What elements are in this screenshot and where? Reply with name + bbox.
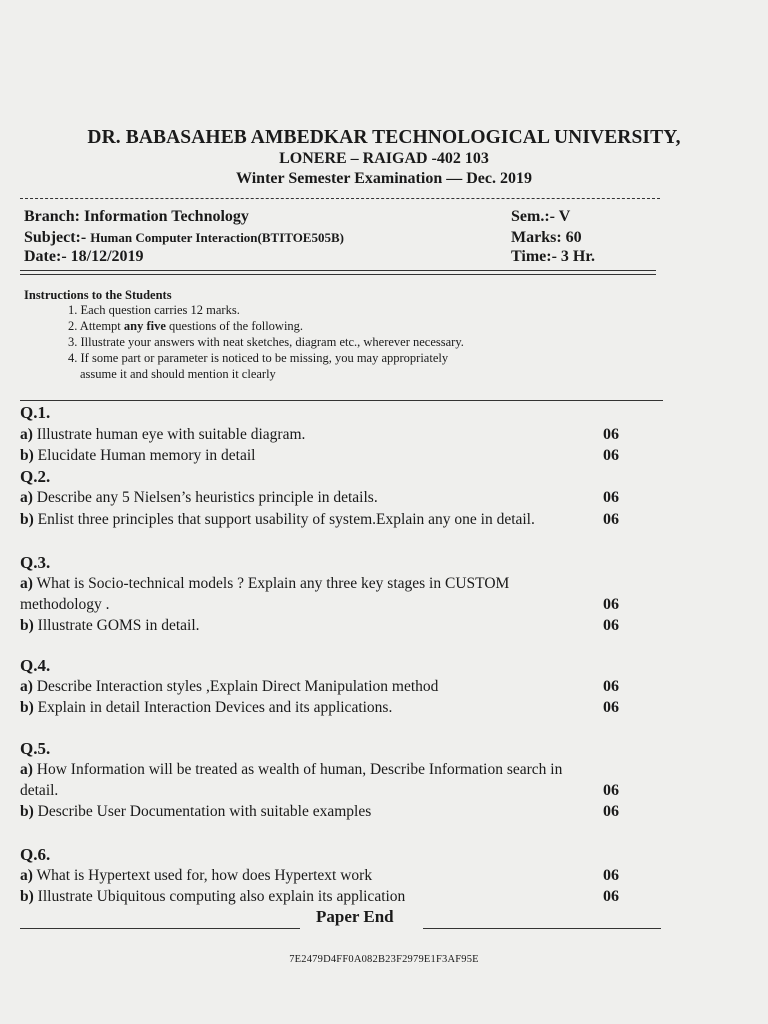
item-label: b) (20, 447, 34, 464)
instruction-item: 1. Each question carries 12 marks. (68, 303, 240, 317)
section-divider (20, 400, 663, 401)
total-marks: Marks: 60 (511, 229, 582, 246)
university-location: LONERE – RAIGAD -402 103 (279, 150, 489, 167)
item-marks: 06 (603, 617, 619, 634)
question-title: Q.1. (20, 403, 51, 422)
instruction-item: 3. Illustrate your answers with neat sketches, diagram etc., wherever necessary. (68, 335, 464, 349)
item-text: Enlist three principles that support usability of system.Explain any one in detail. (33, 511, 535, 528)
item-label: a) (20, 489, 33, 506)
item-text: Illustrate human eye with suitable diagram. (32, 426, 306, 443)
item-marks: 06 (603, 511, 619, 528)
question-title: Q.2. (20, 467, 51, 486)
question-title: Q.6. (20, 845, 51, 864)
item-text: Illustrate Ubiquitous computing also explain its application (33, 888, 406, 905)
item-text: Elucidate Human memory in detail (33, 447, 256, 464)
instruction-item (68, 319, 303, 334)
item-text: What is Socio-technical models ? Explain any three key stages in CUSTOM (32, 575, 510, 592)
branch: Branch: Information Technology (24, 208, 249, 225)
question-item (20, 699, 392, 717)
instruction-item: 4. If some part or parameter is noticed to be missing, you may appropriately (68, 351, 449, 365)
item-text: Describe any 5 Nielsen’s heuristics principle in details. (32, 489, 378, 506)
double-divider (20, 270, 656, 275)
instruction-text: 2. Attempt (68, 319, 124, 333)
instruction-item-continued: assume it and should mention it clearly (80, 367, 276, 381)
item-marks: 06 (603, 678, 619, 695)
item-label: b) (20, 803, 34, 820)
item-label: b) (20, 617, 34, 634)
question-item-continued: detail. (20, 782, 59, 799)
item-label: a) (20, 678, 33, 695)
university-name: DR. BABASAHEB AMBEDKAR TECHNOLOGICAL UNIVERSITY, (87, 127, 681, 148)
item-text: Illustrate GOMS in detail. (33, 617, 200, 634)
question-item (20, 447, 255, 465)
item-label: b) (20, 888, 34, 905)
item-text: Describe Interaction styles ,Explain Direct Manipulation method (32, 678, 439, 695)
footer-rule-left (20, 928, 300, 929)
item-marks: 06 (603, 888, 619, 905)
item-marks: 06 (603, 489, 619, 506)
paper-code: 7E2479D4FF0A082B23F2979E1F3AF95E (289, 954, 479, 965)
subject-label: Subject:- (24, 229, 91, 246)
question-item (20, 511, 535, 529)
item-label: a) (20, 575, 33, 592)
item-label: a) (20, 867, 33, 884)
question-item (20, 489, 378, 507)
question-item-continued: methodology . (20, 596, 110, 613)
paper-end: Paper End (316, 907, 394, 926)
question-item (20, 867, 372, 885)
question-item (20, 761, 562, 779)
question-title: Q.3. (20, 553, 51, 572)
item-text: Describe User Documentation with suitable examples (33, 803, 372, 820)
item-label: b) (20, 699, 34, 716)
item-marks: 06 (603, 803, 619, 820)
instruction-text: questions of the following. (165, 319, 304, 333)
item-text: Explain in detail Interaction Devices and its applications. (33, 699, 393, 716)
question-item (20, 678, 438, 696)
question-item (20, 617, 200, 635)
question-title: Q.5. (20, 739, 51, 758)
item-marks: 06 (603, 699, 619, 716)
item-text: What is Hypertext used for, how does Hypertext work (32, 867, 373, 884)
item-label: a) (20, 426, 33, 443)
item-marks: 06 (603, 596, 619, 613)
semester: Sem.:- V (511, 208, 571, 225)
question-item (20, 888, 405, 906)
item-marks: 06 (603, 447, 619, 464)
question-title: Q.4. (20, 656, 51, 675)
item-marks: 06 (603, 426, 619, 443)
question-item (20, 575, 509, 593)
question-item (20, 803, 371, 821)
question-item (20, 426, 305, 444)
footer-rule-right (423, 928, 661, 929)
item-label: a) (20, 761, 33, 778)
instruction-emphasis: any five (123, 319, 166, 333)
item-label: b) (20, 511, 34, 528)
item-marks: 06 (603, 782, 619, 799)
exam-title: Winter Semester Examination — Dec. 2019 (236, 170, 532, 187)
instructions-title: Instructions to the Students (24, 288, 172, 302)
subject (24, 229, 344, 247)
item-marks: 06 (603, 867, 619, 884)
dashed-divider (20, 198, 660, 199)
subject-value: Human Computer Interaction(BTITOE505B) (90, 230, 344, 245)
exam-date: Date:- 18/12/2019 (24, 248, 144, 265)
exam-duration: Time:- 3 Hr. (511, 248, 595, 265)
item-text: How Information will be treated as wealth of human, Describe Information search in (32, 761, 563, 778)
